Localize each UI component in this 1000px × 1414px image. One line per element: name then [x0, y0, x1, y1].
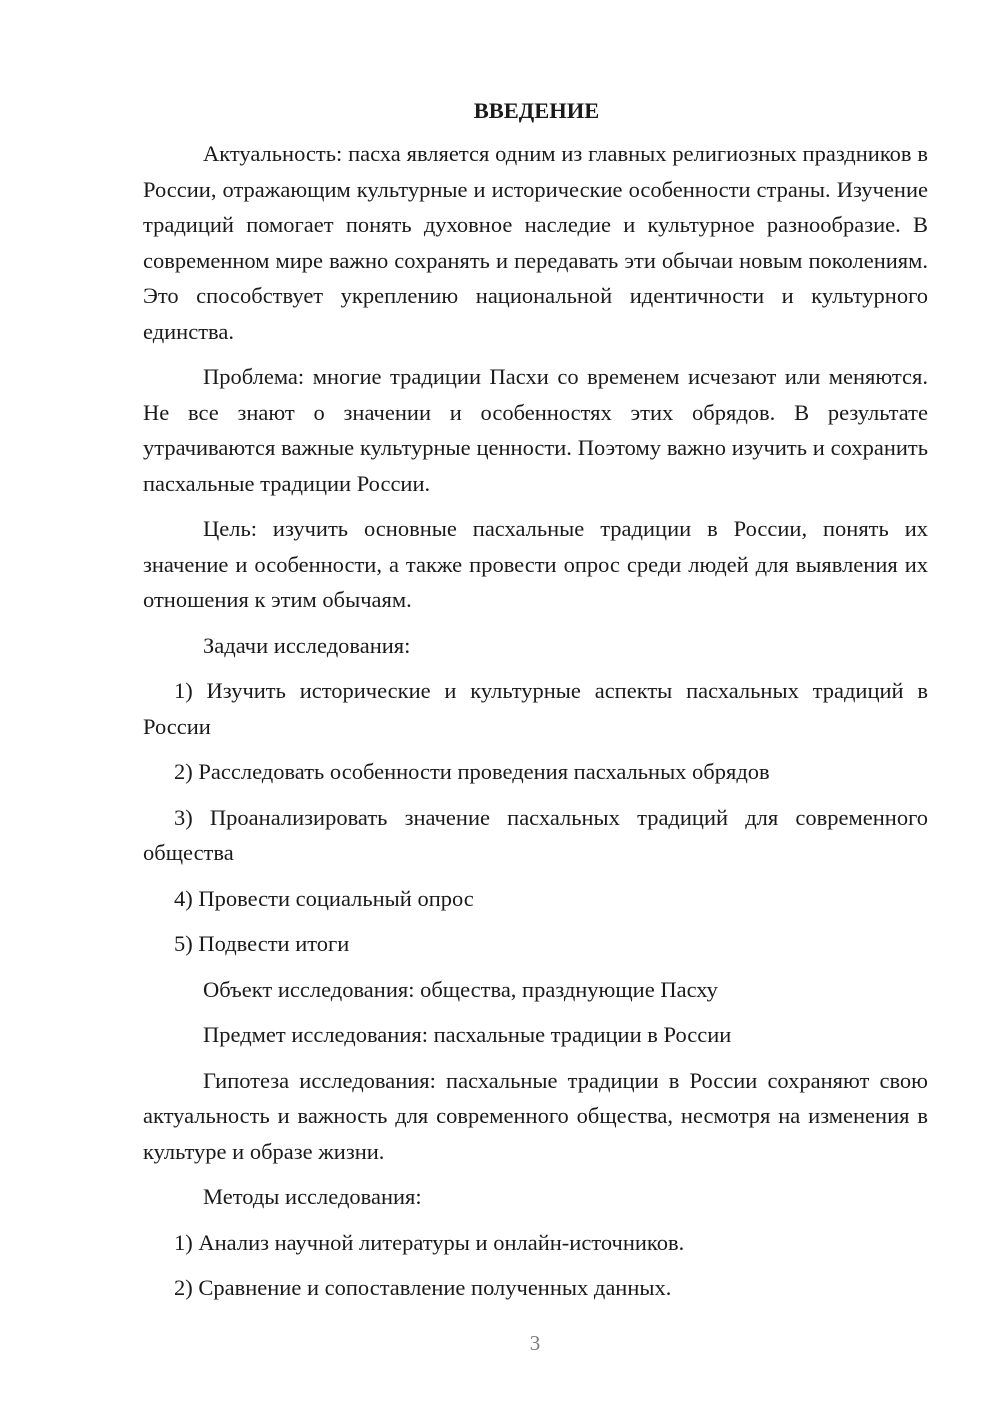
method-item-1: 1) Анализ научной литературы и онлайн-источников.: [174, 1229, 685, 1255]
task-item-5: 5) Подвести итоги: [174, 931, 350, 956]
task-item-4: 4) Провести социальный опрос: [174, 885, 474, 911]
methods-label: Методы исследования:: [203, 1184, 422, 1209]
paragraph-object: Объект исследования: общества, празднующие Пасху: [203, 976, 718, 1002]
method-item-2: 2) Сравнение и сопоставление полученных данных.: [174, 1275, 672, 1300]
paragraph-subject: Предмет исследования: пасхальные традиции в России: [203, 1022, 732, 1047]
document-body: [143, 96, 928, 1316]
paragraph-relevance: Актуальность: пасха является одним из главных религиозных праздников в России, отражающим культурные и исторические особенности страны. Изучение традиций помогает понять духовное наследие и культурное разнообразие. В современном мире важно сохранять и передавать эти обычаи новым поколениям. Это способствует укреплению национальной идентичности и культурного единства.: [143, 141, 928, 344]
paragraph-goal: Цель: изучить основные пасхальные традиции в России, понять их значение и особенности, а также провести опрос среди людей для выявления их отношения к этим обычаям.: [143, 516, 928, 612]
task-item-3: 3) Проанализировать значение пасхальных традиций для современного общества: [143, 804, 928, 865]
page-number: 3: [529, 1331, 541, 1355]
section-heading: ВВЕДЕНИЕ: [473, 98, 600, 123]
paragraph-problem: Проблема: многие традиции Пасхи со временем исчезают или меняются. Не все знают о значении и особенностях этих обрядов. В результате утрачиваются важные культурные ценности. Поэтому важно изучить и сохранить пасхальные традиции России.: [143, 364, 928, 496]
task-item-1: 1) Изучить исторические и культурные аспекты пасхальных традиций в России: [143, 678, 928, 739]
tasks-label: Задачи исследования:: [203, 632, 411, 658]
task-item-2: 2) Расследовать особенности проведения пасхальных обрядов: [174, 759, 770, 784]
paragraph-hypothesis: Гипотеза исследования: пасхальные традиции в России сохраняют свою актуальность и важность для современного общества, несмотря на изменения в культуре и образе жизни.: [143, 1067, 928, 1164]
